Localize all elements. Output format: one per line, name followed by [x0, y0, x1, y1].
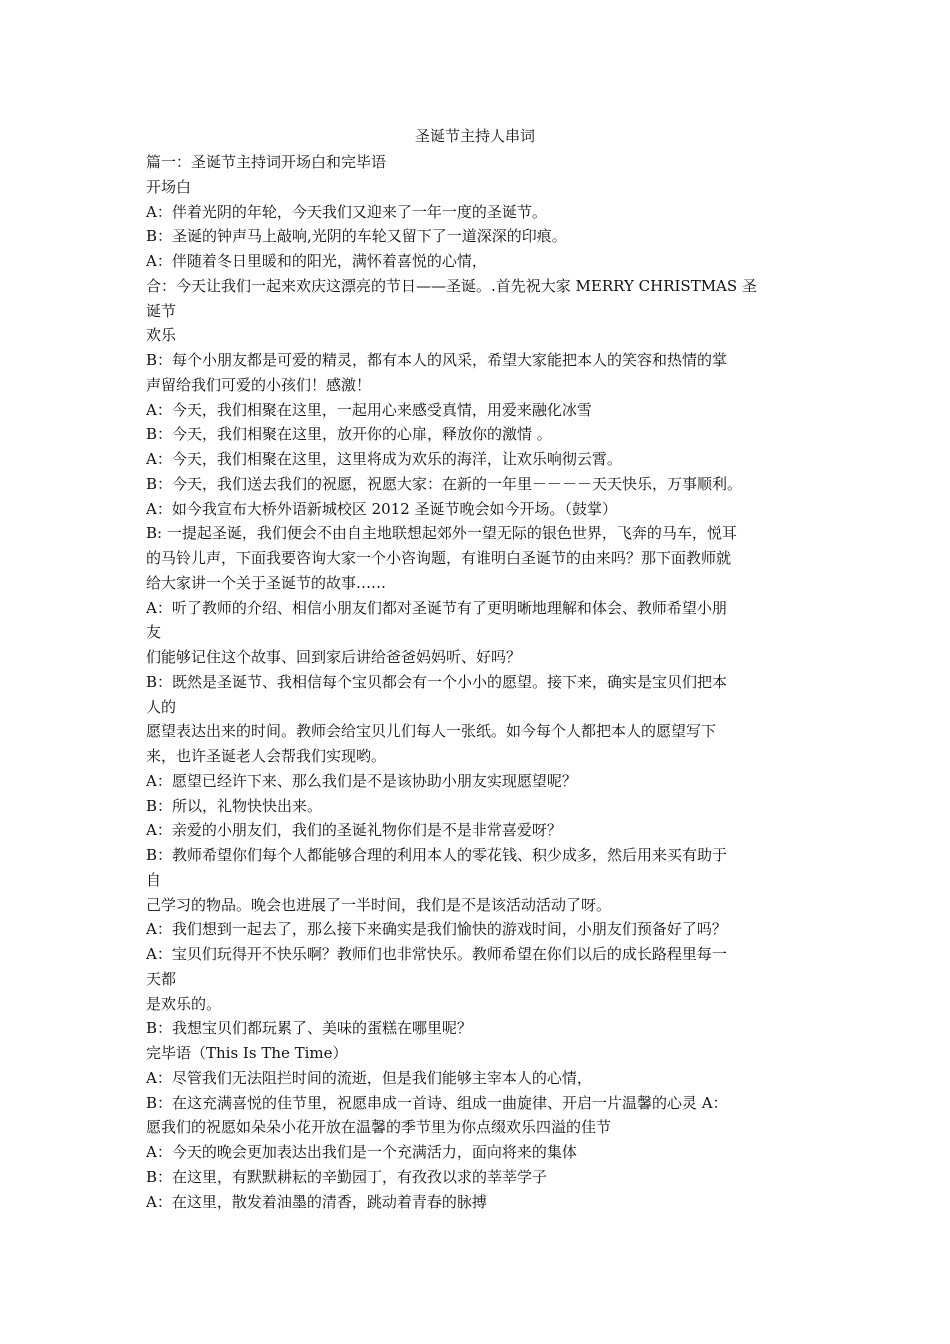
text-line: 天都 — [146, 969, 177, 988]
text-line: B：今天，我们送去我们的祝愿，祝愿大家：在新的一年里－－－－天天快乐，万事顺利。 — [146, 474, 743, 493]
text-line: 友 — [146, 623, 162, 642]
text-line: A：尽管我们无法阻拦时间的流逝，但是我们能够主宰本人的心情， — [146, 1068, 592, 1087]
text-line: 诞节 — [146, 301, 177, 320]
text-line: 己学习的物品。晚会也进展了一半时间，我们是不是该活动活动了呀。 — [146, 895, 612, 914]
text-line: 欢乐 — [146, 326, 177, 345]
text-line: A：亲爱的小朋友们，我们的圣诞礼物你们是不是非常喜爱呀？ — [146, 821, 562, 840]
text-line: A：今天的晚会更加表达出我们是一个充满活力，面向将来的集体 — [146, 1143, 577, 1161]
text-line: A：今天，我们相聚在这里，一起用心来感受真情，用爱来融化冰雪 — [146, 400, 592, 419]
document-title: 圣诞节主持人串词 — [414, 127, 535, 145]
text-line: A：今天，我们相聚在这里，这里将成为欢乐的海洋，让欢乐响彻云霄。 — [146, 450, 622, 468]
text-line: 开场白 — [146, 177, 192, 196]
text-line: A：宝贝们玩得开不快乐啊？教师们也非常快乐。教师希望在你们以后的成长路程里每一 — [146, 945, 727, 963]
text-line: B：在这里，有默默耕耘的辛勤园丁，有孜孜以求的莘莘学子 — [146, 1167, 548, 1186]
text-line: 们能够记住这个故事、回到家后讲给爸爸妈妈听、好吗？ — [146, 648, 522, 666]
text-line: B：既然是圣诞节、我相信每个宝贝都会有一个小小的愿望。接下来，确实是宝贝们把本 — [146, 672, 728, 691]
text-line: 来，也许圣诞老人会帮我们实现哟。 — [146, 747, 387, 765]
text-line: A：听了教师的介绍、相信小朋友们都对圣诞节有了更明晰地理解和体会、教师希望小朋 — [146, 598, 727, 617]
text-line: 篇一：圣诞节主持词开场白和完毕语 — [146, 153, 387, 171]
text-line: B：我想宝贝们都玩累了、美味的蛋糕在哪里呢？ — [146, 1019, 473, 1038]
text-line: 的马铃儿声，下面我要咨询大家一个小咨询题，有谁明白圣诞节的由来吗？那下面教师就 — [146, 549, 732, 567]
text-line: B：在这充满喜悦的佳节里，祝愿串成一首诗、组成一曲旋律、开启一片温馨的心灵 A： — [146, 1093, 728, 1112]
text-line: B：教师希望你们每个人都能够合理的利用本人的零花钱、积少成多，然后用来买有助于 — [146, 846, 728, 864]
text-line: 给大家讲一个关于圣诞节的故事…… — [146, 573, 387, 592]
text-line: A：我们想到一起去了，那么接下来确实是我们愉快的游戏时间，小朋友们预备好了吗？ — [146, 920, 727, 939]
text-line: A：伴随着冬日里暖和的阳光，满怀着喜悦的心情， — [146, 252, 487, 270]
text-line: 自 — [146, 870, 162, 889]
text-line: A：在这里，散发着油墨的清香，跳动着青春的脉搏 — [146, 1192, 487, 1211]
text-line: 愿我们的祝愿如朵朵小花开放在温馨的季节里为你点缀欢乐四溢的佳节 — [146, 1118, 612, 1137]
text-line: 声留给我们可爱的小孩们！感激！ — [146, 375, 372, 394]
text-line: A：伴着光阴的年轮，今天我们又迎来了一年一度的圣诞节。 — [146, 202, 547, 221]
text-line: 愿望表达出来的时间。教师会给宝贝儿们每人一张纸。如今每个人都把本人的愿望写下 — [146, 722, 717, 741]
text-line: 人的 — [146, 697, 177, 716]
document-body — [146, 150, 826, 1214]
text-line: B：所以，礼物快快出来。 — [146, 796, 323, 815]
text-line: B：圣诞的钟声马上敲响,光阴的车轮又留下了一道深深的印痕。 — [146, 227, 567, 246]
text-line: 合：今天让我们一起来欢庆这漂亮的节日——圣诞。.首先祝大家 MERRY CHRISTMAS 圣 — [146, 276, 757, 295]
text-line: B：今天，我们相聚在这里，放开你的心扉，释放你的激情 。 — [146, 425, 552, 444]
text-line: A：如今我宣布大桥外语新城校区 2012 圣诞节晚会如今开场。（鼓掌） — [146, 499, 618, 518]
text-line: A：愿望已经许下来、那么我们是不是该协助小朋友实现愿望呢？ — [146, 771, 577, 790]
text-line: B：每个小朋友都是可爱的精灵，都有本人的风采，希望大家能把本人的笑容和热情的掌 — [146, 351, 728, 369]
text-line: 是欢乐的。 — [146, 994, 222, 1013]
text-line: 完毕语（This Is The Time） — [146, 1044, 348, 1062]
text-line: B: 一提起圣诞，我们便会不由自主地联想起郊外一望无际的银色世界，飞奔的马车，悦耳 — [146, 524, 737, 543]
